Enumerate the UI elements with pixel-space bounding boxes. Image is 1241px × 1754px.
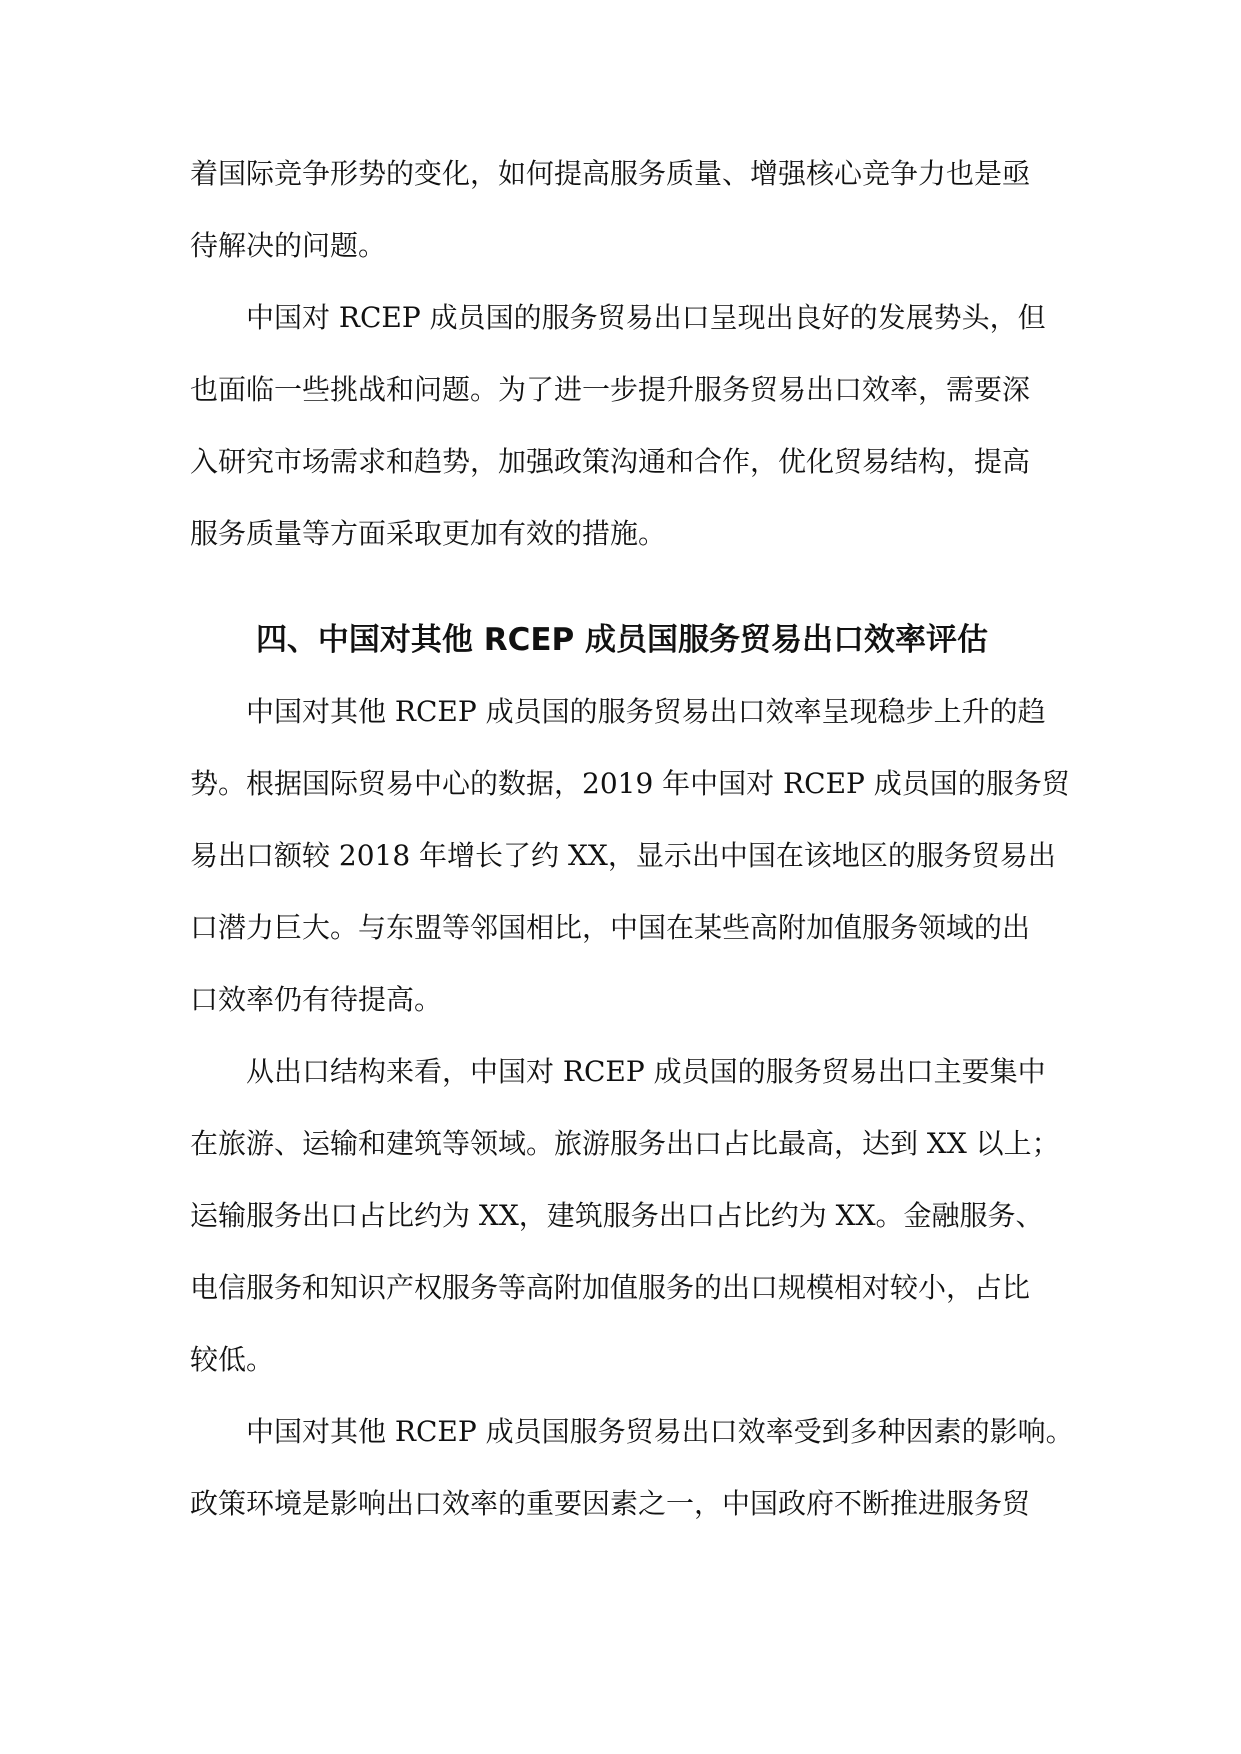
paragraph bbox=[190, 1396, 1074, 1540]
paragraph bbox=[190, 138, 1054, 282]
text-line: 口潜力巨大。与东盟等邻国相比，中国在某些高附加值服务领域的出 bbox=[190, 911, 1031, 944]
text-line: 入研究市场需求和趋势，加强政策沟通和合作，优化贸易结构，提高 bbox=[190, 445, 1031, 478]
text-line: 势。根据国际贸易中心的数据，2019 年中国对 RCEP 成员国的服务贸 bbox=[190, 767, 1070, 800]
document-body bbox=[190, 138, 1074, 1540]
section-heading: 四、中国对其他 RCEP 成员国服务贸易出口效率评估 bbox=[255, 622, 989, 658]
text-line: 在旅游、运输和建筑等领域。旅游服务出口占比最高，达到 XX 以上； bbox=[190, 1127, 1060, 1160]
text-line: 待解决的问题。 bbox=[190, 229, 387, 262]
text-line: 较低。 bbox=[190, 1343, 275, 1376]
text-line: 从出口结构来看，中国对 RCEP 成员国的服务贸易出口主要集中 bbox=[246, 1055, 1046, 1088]
text-line: 也面临一些挑战和问题。为了进一步提升服务贸易出口效率，需要深 bbox=[190, 373, 1031, 406]
text-line: 着国际竞争形势的变化，如何提高服务质量、增强核心竞争力也是亟 bbox=[190, 157, 1031, 190]
paragraph bbox=[190, 282, 1054, 570]
text-line: 中国对其他 RCEP 成员国的服务贸易出口效率呈现稳步上升的趋 bbox=[246, 695, 1046, 728]
text-line: 电信服务和知识产权服务等高附加值服务的出口规模相对较小，占比 bbox=[190, 1271, 1031, 1304]
paragraph bbox=[190, 1036, 1060, 1396]
paragraph bbox=[190, 676, 1070, 1036]
text-line: 中国对 RCEP 成员国的服务贸易出口呈现出良好的发展势头，但 bbox=[246, 301, 1046, 334]
text-line: 口效率仍有待提高。 bbox=[190, 983, 443, 1016]
text-line: 中国对其他 RCEP 成员国服务贸易出口效率受到多种因素的影响。 bbox=[246, 1415, 1074, 1448]
text-line: 服务质量等方面采取更加有效的措施。 bbox=[190, 517, 667, 550]
text-line: 政策环境是影响出口效率的重要因素之一，中国政府不断推进服务贸 bbox=[190, 1487, 1031, 1520]
text-line: 易出口额较 2018 年增长了约 XX，显示出中国在该地区的服务贸易出 bbox=[190, 839, 1056, 872]
text-line: 运输服务出口占比约为 XX，建筑服务出口占比约为 XX。金融服务、 bbox=[190, 1199, 1044, 1232]
